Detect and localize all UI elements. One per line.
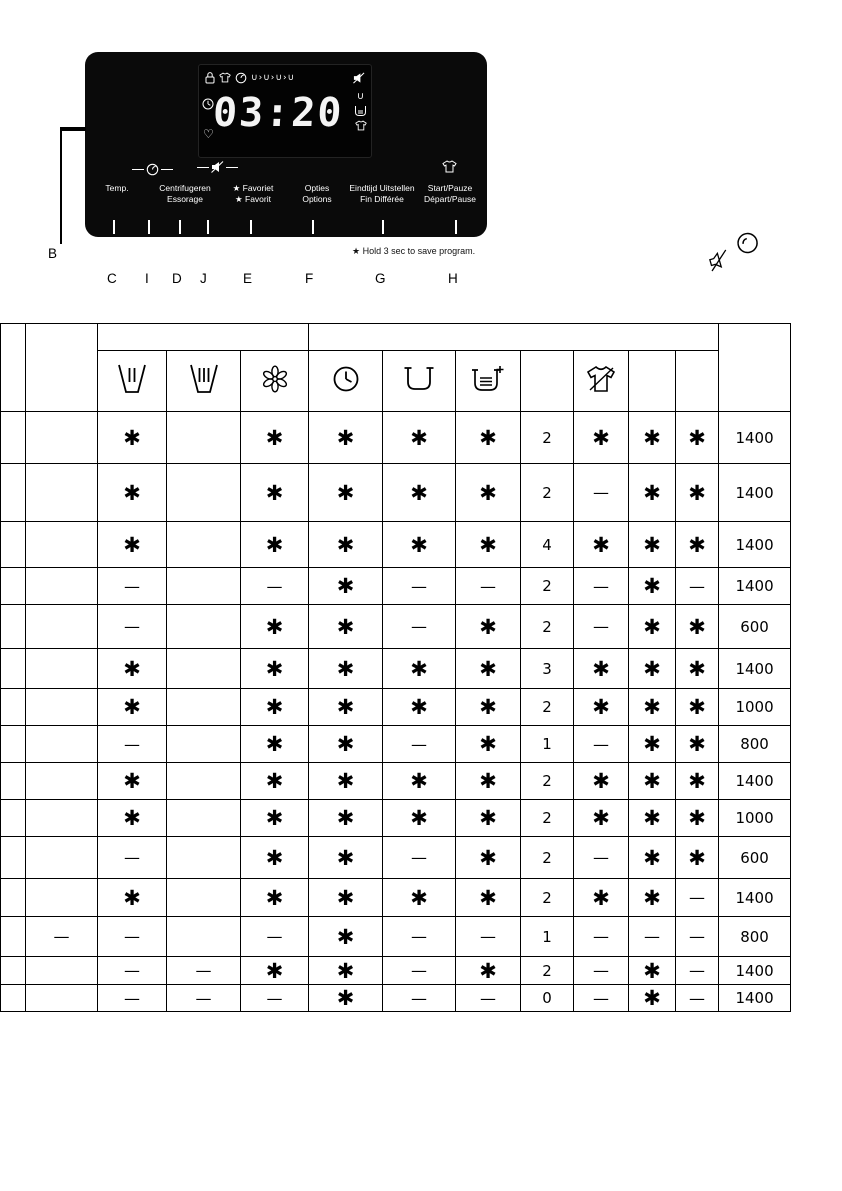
program-cell: 1400 [719, 568, 791, 605]
program-cell [167, 800, 241, 837]
program-cell: ✱ [383, 649, 456, 689]
program-cell [1, 689, 26, 726]
program-cell: ✱ [629, 957, 676, 985]
program-cell [167, 412, 241, 464]
program-cell: 3 [521, 649, 574, 689]
program-cell: ✱ [309, 957, 383, 985]
program-cell: — [574, 837, 629, 879]
program-cell: ✱ [629, 879, 676, 917]
program-row [1, 464, 791, 522]
program-cell: — [98, 985, 167, 1012]
program-cell: ✱ [241, 763, 309, 800]
program-cell: — [383, 726, 456, 763]
max-spin-column-header [719, 324, 791, 412]
program-cell [1, 412, 26, 464]
program-cell: ✱ [676, 800, 719, 837]
program-cell [1, 605, 26, 649]
display-status-icons [205, 71, 295, 84]
program-table [0, 323, 791, 1012]
program-cell: — [98, 837, 167, 879]
program-number-column-header [1, 324, 26, 412]
program-cell: 2 [521, 412, 574, 464]
program-cell: — [241, 568, 309, 605]
program-cell: 1 [521, 917, 574, 957]
program-cell [167, 689, 241, 726]
program-cell: ✱ [241, 522, 309, 568]
detergent-cup-iii-icon [189, 363, 219, 395]
program-cell: ✱ [456, 763, 521, 800]
program-cell: — [383, 605, 456, 649]
program-cell [26, 522, 98, 568]
program-cell: 600 [719, 837, 791, 879]
program-cell: 1000 [719, 689, 791, 726]
program-cell: ✱ [629, 689, 676, 726]
program-cell: ✱ [383, 800, 456, 837]
program-cell: — [456, 568, 521, 605]
program-cell: ✱ [383, 464, 456, 522]
program-cell [26, 605, 98, 649]
program-cell: ✱ [309, 689, 383, 726]
program-cell [26, 689, 98, 726]
softener-flower-icon [260, 364, 290, 394]
divider-line [226, 167, 238, 168]
program-cell: — [98, 568, 167, 605]
program-cell: ✱ [574, 800, 629, 837]
program-cell: ✱ [309, 917, 383, 957]
program-cell: ✱ [241, 464, 309, 522]
program-cell: ✱ [629, 464, 676, 522]
program-cell: — [676, 568, 719, 605]
program-cell: 1400 [719, 522, 791, 568]
program-cell: — [98, 726, 167, 763]
program-cell: ✱ [383, 763, 456, 800]
tick-mark [113, 220, 115, 234]
program-row [1, 837, 791, 879]
program-cell: ✱ [383, 879, 456, 917]
program-cell: — [676, 917, 719, 957]
program-cell [1, 763, 26, 800]
button-label: Essorage [167, 194, 203, 205]
program-cell: 2 [521, 957, 574, 985]
program-cell [167, 837, 241, 879]
program-cell: — [26, 917, 98, 957]
program-cell [1, 522, 26, 568]
program-cell: ✱ [241, 412, 309, 464]
program-cell: ✱ [456, 879, 521, 917]
tick-mark [250, 220, 252, 234]
program-cell: ✱ [456, 837, 521, 879]
program-cell: ✱ [676, 689, 719, 726]
program-cell: ✱ [98, 412, 167, 464]
wash-sequence-icons: ∪›∪›∪›∪ [251, 72, 296, 83]
col-easycare [574, 351, 629, 412]
button-label: Centrifugeren [159, 183, 211, 193]
spin-icon [235, 72, 247, 84]
program-cell: ✱ [629, 726, 676, 763]
program-cell: — [676, 879, 719, 917]
program-cell: ✱ [676, 605, 719, 649]
program-cell [167, 568, 241, 605]
tick-mark [312, 220, 314, 234]
program-cell [26, 763, 98, 800]
program-cell [1, 879, 26, 917]
program-cell: 800 [719, 726, 791, 763]
program-cell: 1400 [719, 464, 791, 522]
program-cell: 2 [521, 605, 574, 649]
col-delay [309, 351, 383, 412]
program-row [1, 763, 791, 800]
program-cell: ✱ [98, 800, 167, 837]
shirt-icon [442, 160, 457, 173]
divider-line [197, 167, 209, 168]
control-panel [85, 52, 487, 237]
program-cell [26, 649, 98, 689]
program-cell: — [676, 957, 719, 985]
program-cell: — [241, 985, 309, 1012]
program-cell [1, 464, 26, 522]
callout-letter-j: J [200, 271, 207, 286]
button-label: Start/Pauze [427, 183, 473, 193]
program-cell: — [383, 837, 456, 879]
delay-clock-icon [332, 365, 360, 393]
program-cell [167, 726, 241, 763]
col-detergent-ii [98, 351, 167, 412]
display [198, 64, 372, 158]
program-cell: ✱ [456, 605, 521, 649]
callout-letter-b: B [48, 246, 58, 261]
program-cell: ✱ [309, 837, 383, 879]
program-cell [167, 522, 241, 568]
program-cell: ✱ [383, 412, 456, 464]
program-cell: ✱ [309, 412, 383, 464]
program-cell: 2 [521, 837, 574, 879]
time-display: 03:20 [211, 90, 345, 136]
col-extra-2 [676, 351, 719, 412]
callout-letter-i: I [145, 271, 149, 286]
options-button [287, 183, 347, 205]
program-cell: ✱ [456, 726, 521, 763]
mute-icon [706, 247, 734, 277]
program-cell: — [574, 568, 629, 605]
start-button-icon-group [442, 160, 457, 173]
program-cell: 800 [719, 917, 791, 957]
button-label: Opties [304, 183, 330, 193]
program-cell: 1400 [719, 763, 791, 800]
program-cell: ✱ [574, 763, 629, 800]
tick-mark [148, 220, 150, 234]
program-cell: ✱ [98, 763, 167, 800]
program-cell: 1400 [719, 957, 791, 985]
program-row [1, 649, 791, 689]
spin-icon [734, 229, 763, 262]
temp-button [87, 183, 147, 194]
program-cell: 2 [521, 464, 574, 522]
program-cell: ✱ [456, 957, 521, 985]
program-cell: 1000 [719, 800, 791, 837]
extra-water-tub-icon [354, 105, 367, 117]
program-cell: — [98, 957, 167, 985]
favorite-button-icon-group [197, 161, 238, 173]
program-cell: ✱ [241, 649, 309, 689]
program-cell [1, 837, 26, 879]
program-cell [1, 568, 26, 605]
program-cell [167, 649, 241, 689]
program-cell [167, 605, 241, 649]
program-cell: ✱ [574, 412, 629, 464]
col-extra-1 [629, 351, 676, 412]
program-cell [26, 800, 98, 837]
program-cell: ✱ [309, 649, 383, 689]
easycare-shirt-icon [355, 120, 367, 131]
program-cell: ✱ [309, 800, 383, 837]
options-group-header [309, 324, 719, 351]
callout-letter-h: H [448, 271, 458, 286]
program-cell: — [574, 985, 629, 1012]
program-cell: — [98, 917, 167, 957]
program-cell: ✱ [629, 522, 676, 568]
program-cell: — [629, 917, 676, 957]
program-cell: ✱ [574, 689, 629, 726]
button-label: Temp. [105, 183, 129, 193]
callout-letter-c: C [107, 271, 117, 286]
program-cell: ✱ [241, 605, 309, 649]
program-name-column-header [26, 324, 98, 412]
program-cell: — [241, 917, 309, 957]
program-cell: 1400 [719, 649, 791, 689]
program-cell: ✱ [456, 522, 521, 568]
program-cell: ✱ [309, 879, 383, 917]
program-row [1, 800, 791, 837]
program-cell [1, 957, 26, 985]
col-softener [241, 351, 309, 412]
program-cell: ✱ [574, 879, 629, 917]
program-row [1, 412, 791, 464]
program-cell: ✱ [383, 689, 456, 726]
program-cell [26, 726, 98, 763]
divider-line [161, 169, 173, 170]
program-cell: — [574, 726, 629, 763]
program-row [1, 568, 791, 605]
program-row [1, 917, 791, 957]
program-cell: ✱ [629, 985, 676, 1012]
heart-icon: ♡ [203, 127, 214, 141]
program-cell: ✱ [309, 522, 383, 568]
save-program-note: ★ Hold 3 sec to save program. [352, 246, 476, 256]
tick-mark [207, 220, 209, 234]
program-cell [167, 917, 241, 957]
favorite-button [223, 183, 283, 205]
program-row [1, 689, 791, 726]
button-label: Eindtijd Uitstellen [349, 183, 415, 193]
program-cell [26, 837, 98, 879]
col-extra-water [456, 351, 521, 412]
program-cell: ✱ [629, 837, 676, 879]
program-cell: ✱ [241, 957, 309, 985]
callout-leader-line [60, 130, 62, 244]
program-cell: — [574, 917, 629, 957]
program-cell [26, 985, 98, 1012]
start-pause-button [415, 183, 485, 205]
program-cell: 1 [521, 726, 574, 763]
program-row [1, 726, 791, 763]
display-right-icons [353, 92, 368, 131]
program-cell: ✱ [676, 763, 719, 800]
program-cell: ✱ [309, 763, 383, 800]
program-cell: — [383, 568, 456, 605]
program-cell: ✱ [629, 763, 676, 800]
program-row [1, 957, 791, 985]
program-cell: — [456, 917, 521, 957]
program-cell: — [383, 957, 456, 985]
program-cell [1, 649, 26, 689]
program-cell: ✱ [676, 412, 719, 464]
program-cell: ✱ [98, 464, 167, 522]
program-cell: ✱ [241, 837, 309, 879]
program-row [1, 879, 791, 917]
program-cell: ✱ [383, 522, 456, 568]
program-cell: 600 [719, 605, 791, 649]
program-cell: ✱ [98, 649, 167, 689]
program-cell: 0 [521, 985, 574, 1012]
wash-tub-icon [404, 365, 434, 393]
divider-line [132, 169, 144, 170]
program-cell: — [383, 985, 456, 1012]
program-cell: ✱ [629, 605, 676, 649]
program-cell: ✱ [456, 464, 521, 522]
callout-letter-g: G [375, 271, 386, 286]
program-cell: — [574, 957, 629, 985]
col-detergent-iii [167, 351, 241, 412]
program-cell: ✱ [309, 568, 383, 605]
tick-mark [455, 220, 457, 234]
spin-select-button [150, 183, 220, 205]
program-cell [167, 464, 241, 522]
program-cell: — [676, 985, 719, 1012]
program-cell: 1400 [719, 412, 791, 464]
program-cell [26, 879, 98, 917]
lock-icon [205, 71, 215, 84]
program-cell [167, 763, 241, 800]
program-cell [26, 412, 98, 464]
program-cell: ✱ [98, 879, 167, 917]
mute-icon [211, 161, 224, 173]
program-cell: — [574, 464, 629, 522]
program-table-section [0, 323, 791, 1012]
program-cell: — [456, 985, 521, 1012]
program-cell: ✱ [629, 568, 676, 605]
col-level [521, 351, 574, 412]
program-cell: ✱ [241, 800, 309, 837]
program-cell: 2 [521, 879, 574, 917]
detergent-cup-ii-icon [117, 363, 147, 395]
program-cell: ✱ [98, 522, 167, 568]
program-cell [26, 957, 98, 985]
spin-icon [146, 163, 159, 176]
program-cell: 2 [521, 568, 574, 605]
mute-icon [353, 71, 365, 89]
delay-end-button [340, 183, 424, 205]
program-cell: — [98, 605, 167, 649]
button-label: ★ Favoriet [232, 183, 274, 193]
program-cell: — [574, 605, 629, 649]
program-cell: — [167, 957, 241, 985]
easycare-shirt-icon [585, 364, 617, 394]
program-cell: ✱ [629, 412, 676, 464]
program-cell: ✱ [574, 522, 629, 568]
program-cell: ✱ [574, 649, 629, 689]
button-label: Fin Différée [360, 194, 404, 205]
program-row [1, 605, 791, 649]
program-cell: ✱ [456, 412, 521, 464]
program-cell: 4 [521, 522, 574, 568]
program-cell: ✱ [676, 464, 719, 522]
tick-mark [382, 220, 384, 234]
program-cell [167, 879, 241, 917]
program-cell: ✱ [309, 726, 383, 763]
program-cell [1, 917, 26, 957]
program-row [1, 522, 791, 568]
program-cell: ✱ [676, 649, 719, 689]
program-cell: ✱ [309, 605, 383, 649]
program-cell: ✱ [629, 649, 676, 689]
program-cell: 1400 [719, 879, 791, 917]
button-label: Options [302, 194, 332, 205]
program-cell [1, 985, 26, 1012]
extra-water-tub-icon [471, 364, 505, 394]
button-label: ★ Favorit [235, 194, 271, 205]
col-wash [383, 351, 456, 412]
program-table-body [1, 412, 791, 1012]
program-cell: ✱ [456, 800, 521, 837]
program-cell: — [383, 917, 456, 957]
program-cell: ✱ [676, 837, 719, 879]
program-cell: 1400 [719, 985, 791, 1012]
tick-mark [179, 220, 181, 234]
program-cell: ✱ [676, 726, 719, 763]
program-cell [1, 726, 26, 763]
callout-leader-line [60, 127, 86, 131]
program-cell: ✱ [456, 689, 521, 726]
program-cell: ✱ [241, 726, 309, 763]
program-cell [26, 464, 98, 522]
program-cell: ✱ [309, 464, 383, 522]
program-cell: ✱ [241, 689, 309, 726]
tub-icon: ∪ [356, 91, 365, 102]
program-cell: 2 [521, 800, 574, 837]
detergent-group-header [98, 324, 309, 351]
program-cell [1, 800, 26, 837]
program-cell: 2 [521, 763, 574, 800]
callout-letter-f: F [305, 271, 314, 286]
program-cell [26, 568, 98, 605]
spin-button-icon-group [132, 163, 173, 176]
program-cell: ✱ [241, 879, 309, 917]
program-cell: ✱ [676, 522, 719, 568]
program-cell: ✱ [629, 800, 676, 837]
program-row [1, 985, 791, 1012]
program-cell: ✱ [456, 649, 521, 689]
program-cell: ✱ [98, 689, 167, 726]
callout-letter-e: E [243, 271, 253, 286]
program-cell: 2 [521, 689, 574, 726]
program-cell: ✱ [309, 985, 383, 1012]
program-cell: — [167, 985, 241, 1012]
callout-letter-d: D [172, 271, 182, 286]
button-label: Départ/Pause [424, 194, 476, 205]
shirt-icon [219, 72, 231, 83]
